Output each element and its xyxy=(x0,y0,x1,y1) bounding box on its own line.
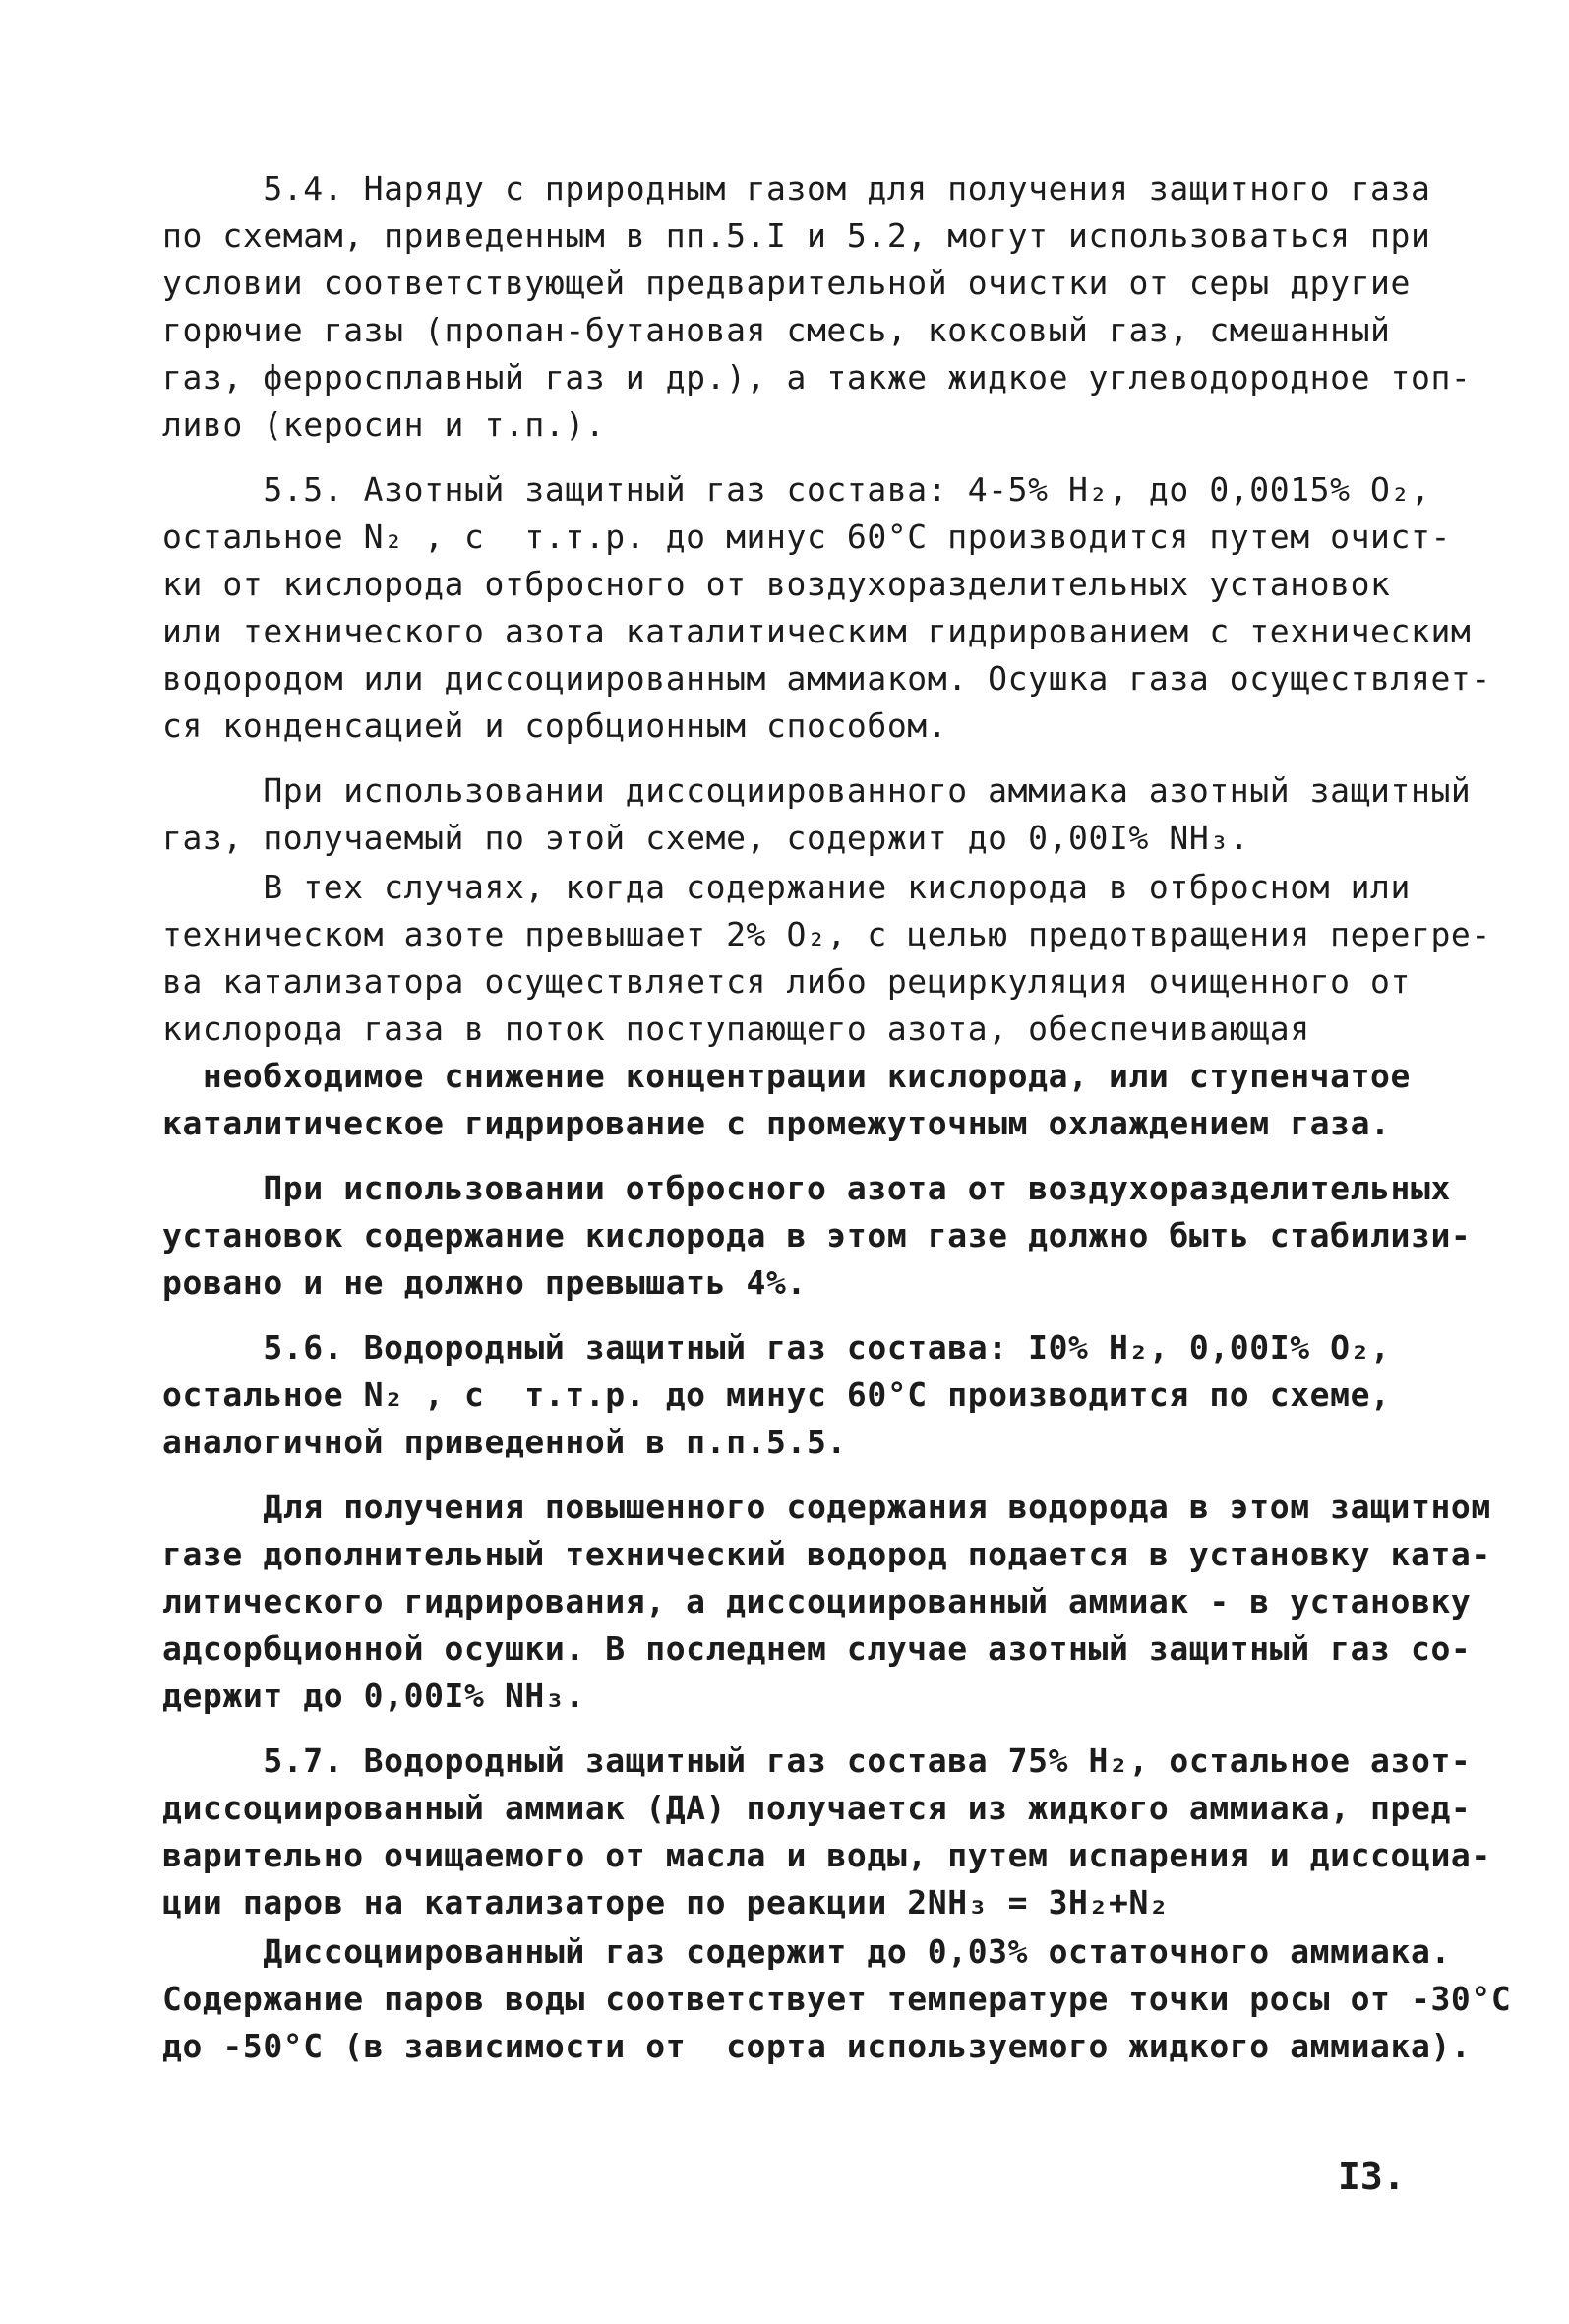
text-line: газ, ферросплавный газ и др.), а также жидкое углеводородное топ- xyxy=(162,358,1472,397)
text-line: необходимое снижение концентрации кислорода, или ступенчатое xyxy=(162,1057,1411,1095)
text-line: варительно очищаемого от масла и воды, путем испарения и диссоциа- xyxy=(162,1836,1491,1874)
text-line: каталитическое гидрирование с промежуточным охлаждением газа. xyxy=(162,1104,1391,1142)
text-line: установок содержание кислорода в этом газе должно быть стабилизи- xyxy=(162,1216,1472,1254)
document-body xyxy=(162,165,1512,2070)
paragraph-dissociated-gas xyxy=(162,1928,1512,2070)
text-line: до -50°С (в зависимости от сорта используемого жидкого аммиака). xyxy=(162,2027,1472,2065)
text-line: Для получения повышенного содержания водорода в этом защитном xyxy=(162,1488,1491,1526)
text-line: техническом азоте превышает 2% O₂, с целью предотвращения перегре- xyxy=(162,915,1491,953)
text-line: адсорбционной осушки. В последнем случае азотный защитный газ со- xyxy=(162,1629,1472,1668)
text-line: ся конденсацией и сорбционным способом. xyxy=(162,706,948,745)
text-line: газе дополнительный технический водород подается в установку ката- xyxy=(162,1535,1491,1573)
text-line: аналогичной приведенной в п.п.5.5. xyxy=(162,1423,847,1461)
paragraph-oxygen-content xyxy=(162,864,1491,1147)
text-line: газ, получаемый по этой схеме, содержит до 0,00I% NH₃. xyxy=(162,819,1250,857)
text-line: В тех случаях, когда содержание кислорода в отбросном или xyxy=(162,868,1411,906)
paragraph-waste-nitrogen xyxy=(162,1165,1471,1307)
text-line: 5.4. Наряду с природным газом для получения защитного газа xyxy=(162,169,1431,208)
paragraph-5-5 xyxy=(162,466,1491,750)
paragraph-5-4 xyxy=(162,165,1471,449)
text-line: водородом или диссоциированным аммиаком. Осушка газа осуществляет- xyxy=(162,659,1491,698)
text-line: держит до 0,00I% NH₃. xyxy=(162,1677,585,1715)
text-line: Содержание паров воды соответствует температуре точки росы от -30°С xyxy=(162,1980,1512,2018)
paragraph-5-6 xyxy=(162,1324,1471,1466)
paragraph-5-7 xyxy=(162,1738,1491,1926)
text-line: 5.6. Водородный защитный газ состава: I0% H₂, 0,00I% O₂, xyxy=(162,1328,1391,1367)
text-line: по схемам, приведенным в пп.5.I и 5.2, могут использоваться при xyxy=(162,216,1431,255)
text-line: литического гидрирования, а диссоциированный аммиак - в установку xyxy=(162,1582,1472,1621)
text-line: 5.5. Азотный защитный газ состава: 4-5% H₂, до 0,0015% O₂, xyxy=(162,470,1431,509)
page-number: I3. xyxy=(1338,2155,1406,2198)
text-line: ва катализатора осуществляется либо рециркуляция очищенного от xyxy=(162,962,1411,1001)
text-line: кислорода газа в поток поступающего азота, обеспечивающая xyxy=(162,1009,1310,1048)
paragraph-hydrogen-increase xyxy=(162,1484,1491,1720)
text-line: При использовании отбросного азота от воздухоразделительных xyxy=(162,1169,1451,1207)
text-line: условии соответствующей предварительной очистки от серы другие xyxy=(162,264,1411,302)
text-line: 5.7. Водородный защитный газ состава 75% H₂, остальное азот- xyxy=(162,1742,1472,1780)
text-line: Диссоциированный газ содержит до 0,03% остаточного аммиака. xyxy=(162,1932,1451,1971)
text-line: При использовании диссоциированного аммиака азотный защитный xyxy=(162,771,1472,810)
text-line: или технического азота каталитическим гидрированием с техническим xyxy=(162,612,1472,650)
text-line: ки от кислорода отбросного от воздухоразделительных установок xyxy=(162,565,1391,603)
text-line: ции паров на катализаторе по реакции 2NH₃ = 3H₂+N₂ xyxy=(162,1883,1170,1922)
paragraph-dissociated-ammonia xyxy=(162,767,1471,862)
text-line: ровано и не должно превышать 4%. xyxy=(162,1263,807,1302)
text-line: диссоциированный аммиак (ДА) получается из жидкого аммиака, пред- xyxy=(162,1789,1472,1827)
text-line: остальное N₂ , с т.т.р. до минус 60°С производится путем очист- xyxy=(162,518,1451,556)
text-line: ливо (керосин и т.п.). xyxy=(162,405,606,444)
text-line: горючие газы (пропан-бутановая смесь, коксовый газ, смешанный xyxy=(162,311,1391,349)
text-line: остальное N₂ , с т.т.р. до минус 60°С производится по схеме, xyxy=(162,1376,1391,1414)
